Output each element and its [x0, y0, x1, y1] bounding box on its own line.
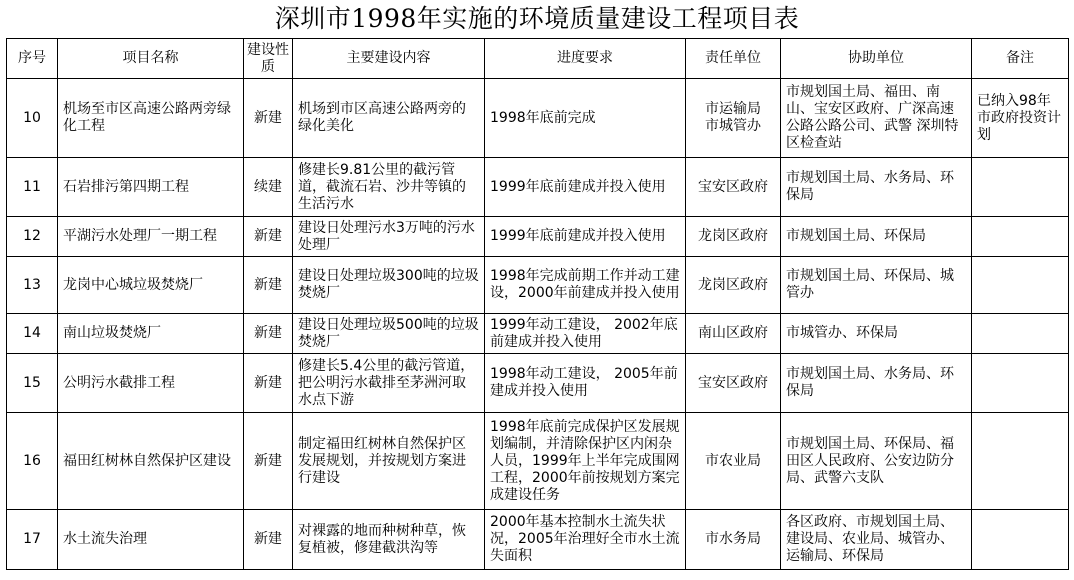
cell-type: 新建 — [244, 354, 293, 413]
cell-name: 龙岗中心城垃圾焚烧厂 — [58, 257, 244, 314]
cell-responsible: 宝安区政府 — [686, 158, 781, 217]
table-row — [7, 257, 1069, 314]
cell-schedule: 1999年底前建成并投入使用 — [485, 158, 686, 217]
cell-seq: 12 — [7, 217, 58, 257]
cell-seq: 14 — [7, 314, 58, 354]
cell-assist: 市规划国土局、环保局 — [781, 217, 972, 257]
table-row — [7, 413, 1069, 510]
table-row — [7, 217, 1069, 257]
cell-responsible: 南山区政府 — [686, 314, 781, 354]
cell-type: 新建 — [244, 510, 293, 570]
cell-seq: 13 — [7, 257, 58, 314]
cell-remark: 已纳入98年市政府投资计划 — [972, 79, 1069, 158]
cell-assist: 市规划国土局、水务局、环保局 — [781, 158, 972, 217]
cell-name: 公明污水截排工程 — [58, 354, 244, 413]
page-title: 深圳市1998年实施的环境质量建设工程项目表 — [274, 4, 800, 33]
cell-type: 新建 — [244, 257, 293, 314]
cell-seq: 16 — [7, 413, 58, 510]
table-row — [7, 354, 1069, 413]
cell-type: 新建 — [244, 314, 293, 354]
cell-content: 制定福田红树林自然保护区发展规划，并按规划方案进行建设 — [293, 413, 485, 510]
cell-name: 平湖污水处理厂一期工程 — [58, 217, 244, 257]
cell-schedule: 1998年完成前期工作并动工建设，2000年前建成并投入使用 — [485, 257, 686, 314]
header-responsible: 责任单位 — [686, 39, 781, 79]
project-table — [6, 38, 1069, 570]
cell-seq: 15 — [7, 354, 58, 413]
cell-remark — [972, 158, 1069, 217]
cell-content: 建设日处理垃圾500吨的垃圾焚烧厂 — [293, 314, 485, 354]
cell-content: 修建长5.4公里的截污管道，把公明污水截排至茅洲河取水点下游 — [293, 354, 485, 413]
cell-assist: 市规划国土局、福田、南山、宝安区政府、广深高速公路公路公司、武警 深圳特区检查站 — [781, 79, 972, 158]
cell-name: 水土流失治理 — [58, 510, 244, 570]
cell-type: 新建 — [244, 79, 293, 158]
cell-name: 石岩排污第四期工程 — [58, 158, 244, 217]
cell-name: 机场至市区高速公路两旁绿化工程 — [58, 79, 244, 158]
cell-seq: 17 — [7, 510, 58, 570]
cell-content: 建设日处理垃圾300吨的垃圾焚烧厂 — [293, 257, 485, 314]
cell-remark — [972, 217, 1069, 257]
header-name: 项目名称 — [58, 39, 244, 79]
cell-schedule: 1999年底前建成并投入使用 — [485, 217, 686, 257]
cell-remark — [972, 257, 1069, 314]
cell-responsible: 市水务局 — [686, 510, 781, 570]
cell-responsible: 龙岗区政府 — [686, 217, 781, 257]
header-assist: 协助单位 — [781, 39, 972, 79]
cell-schedule: 1998年底前完成保护区发展规划编制，并清除保护区内闲杂人员，1999年上半年完成围网工程，2000年前按规划方案完成建设任务 — [485, 413, 686, 510]
cell-remark — [972, 314, 1069, 354]
cell-remark — [972, 354, 1069, 413]
cell-responsible: 市运输局 市城管办 — [686, 79, 781, 158]
cell-name: 福田红树林自然保护区建设 — [58, 413, 244, 510]
cell-content: 修建长9.81公里的截污管道，截流石岩、沙井等镇的生活污水 — [293, 158, 485, 217]
cell-remark — [972, 413, 1069, 510]
header-remark: 备注 — [972, 39, 1069, 79]
cell-schedule: 1998年底前完成 — [485, 79, 686, 158]
header-row — [7, 39, 1069, 79]
cell-responsible: 宝安区政府 — [686, 354, 781, 413]
table-row — [7, 314, 1069, 354]
table-row — [7, 158, 1069, 217]
table-row — [7, 79, 1069, 158]
cell-assist: 市规划国土局、环保局、城管办 — [781, 257, 972, 314]
cell-type: 续建 — [244, 158, 293, 217]
cell-content: 机场到市区高速公路两旁的绿化美化 — [293, 79, 485, 158]
cell-assist: 市规划国土局、环保局、福田区人民政府、公安边防分局、武警六支队 — [781, 413, 972, 510]
cell-schedule: 1999年动工建设， 2002年底前建成并投入使用 — [485, 314, 686, 354]
cell-content: 对裸露的地而种树种草，恢复植被，修建截洪沟等 — [293, 510, 485, 570]
cell-schedule: 1998年动工建设， 2005年前建成并投入使用 — [485, 354, 686, 413]
cell-content: 建设日处理污水3万吨的污水处理厂 — [293, 217, 485, 257]
cell-assist: 市规划国土局、水务局、环保局 — [781, 354, 972, 413]
cell-assist: 市城管办、环保局 — [781, 314, 972, 354]
header-content: 主要建设内容 — [293, 39, 485, 79]
cell-remark — [972, 510, 1069, 570]
cell-schedule: 2000年基本控制水土流失状况，2005年治理好全市水土流失面积 — [485, 510, 686, 570]
header-schedule: 进度要求 — [485, 39, 686, 79]
cell-type: 新建 — [244, 413, 293, 510]
header-seq: 序号 — [7, 39, 58, 79]
cell-seq: 11 — [7, 158, 58, 217]
cell-name: 南山垃圾焚烧厂 — [58, 314, 244, 354]
table-row — [7, 510, 1069, 570]
cell-seq: 10 — [7, 79, 58, 158]
cell-responsible: 龙岗区政府 — [686, 257, 781, 314]
header-type: 建设性质 — [244, 39, 293, 79]
cell-type: 新建 — [244, 217, 293, 257]
cell-responsible: 市农业局 — [686, 413, 781, 510]
cell-assist: 各区政府、市规划国土局、建设局、农业局、城管办、运输局、环保局 — [781, 510, 972, 570]
